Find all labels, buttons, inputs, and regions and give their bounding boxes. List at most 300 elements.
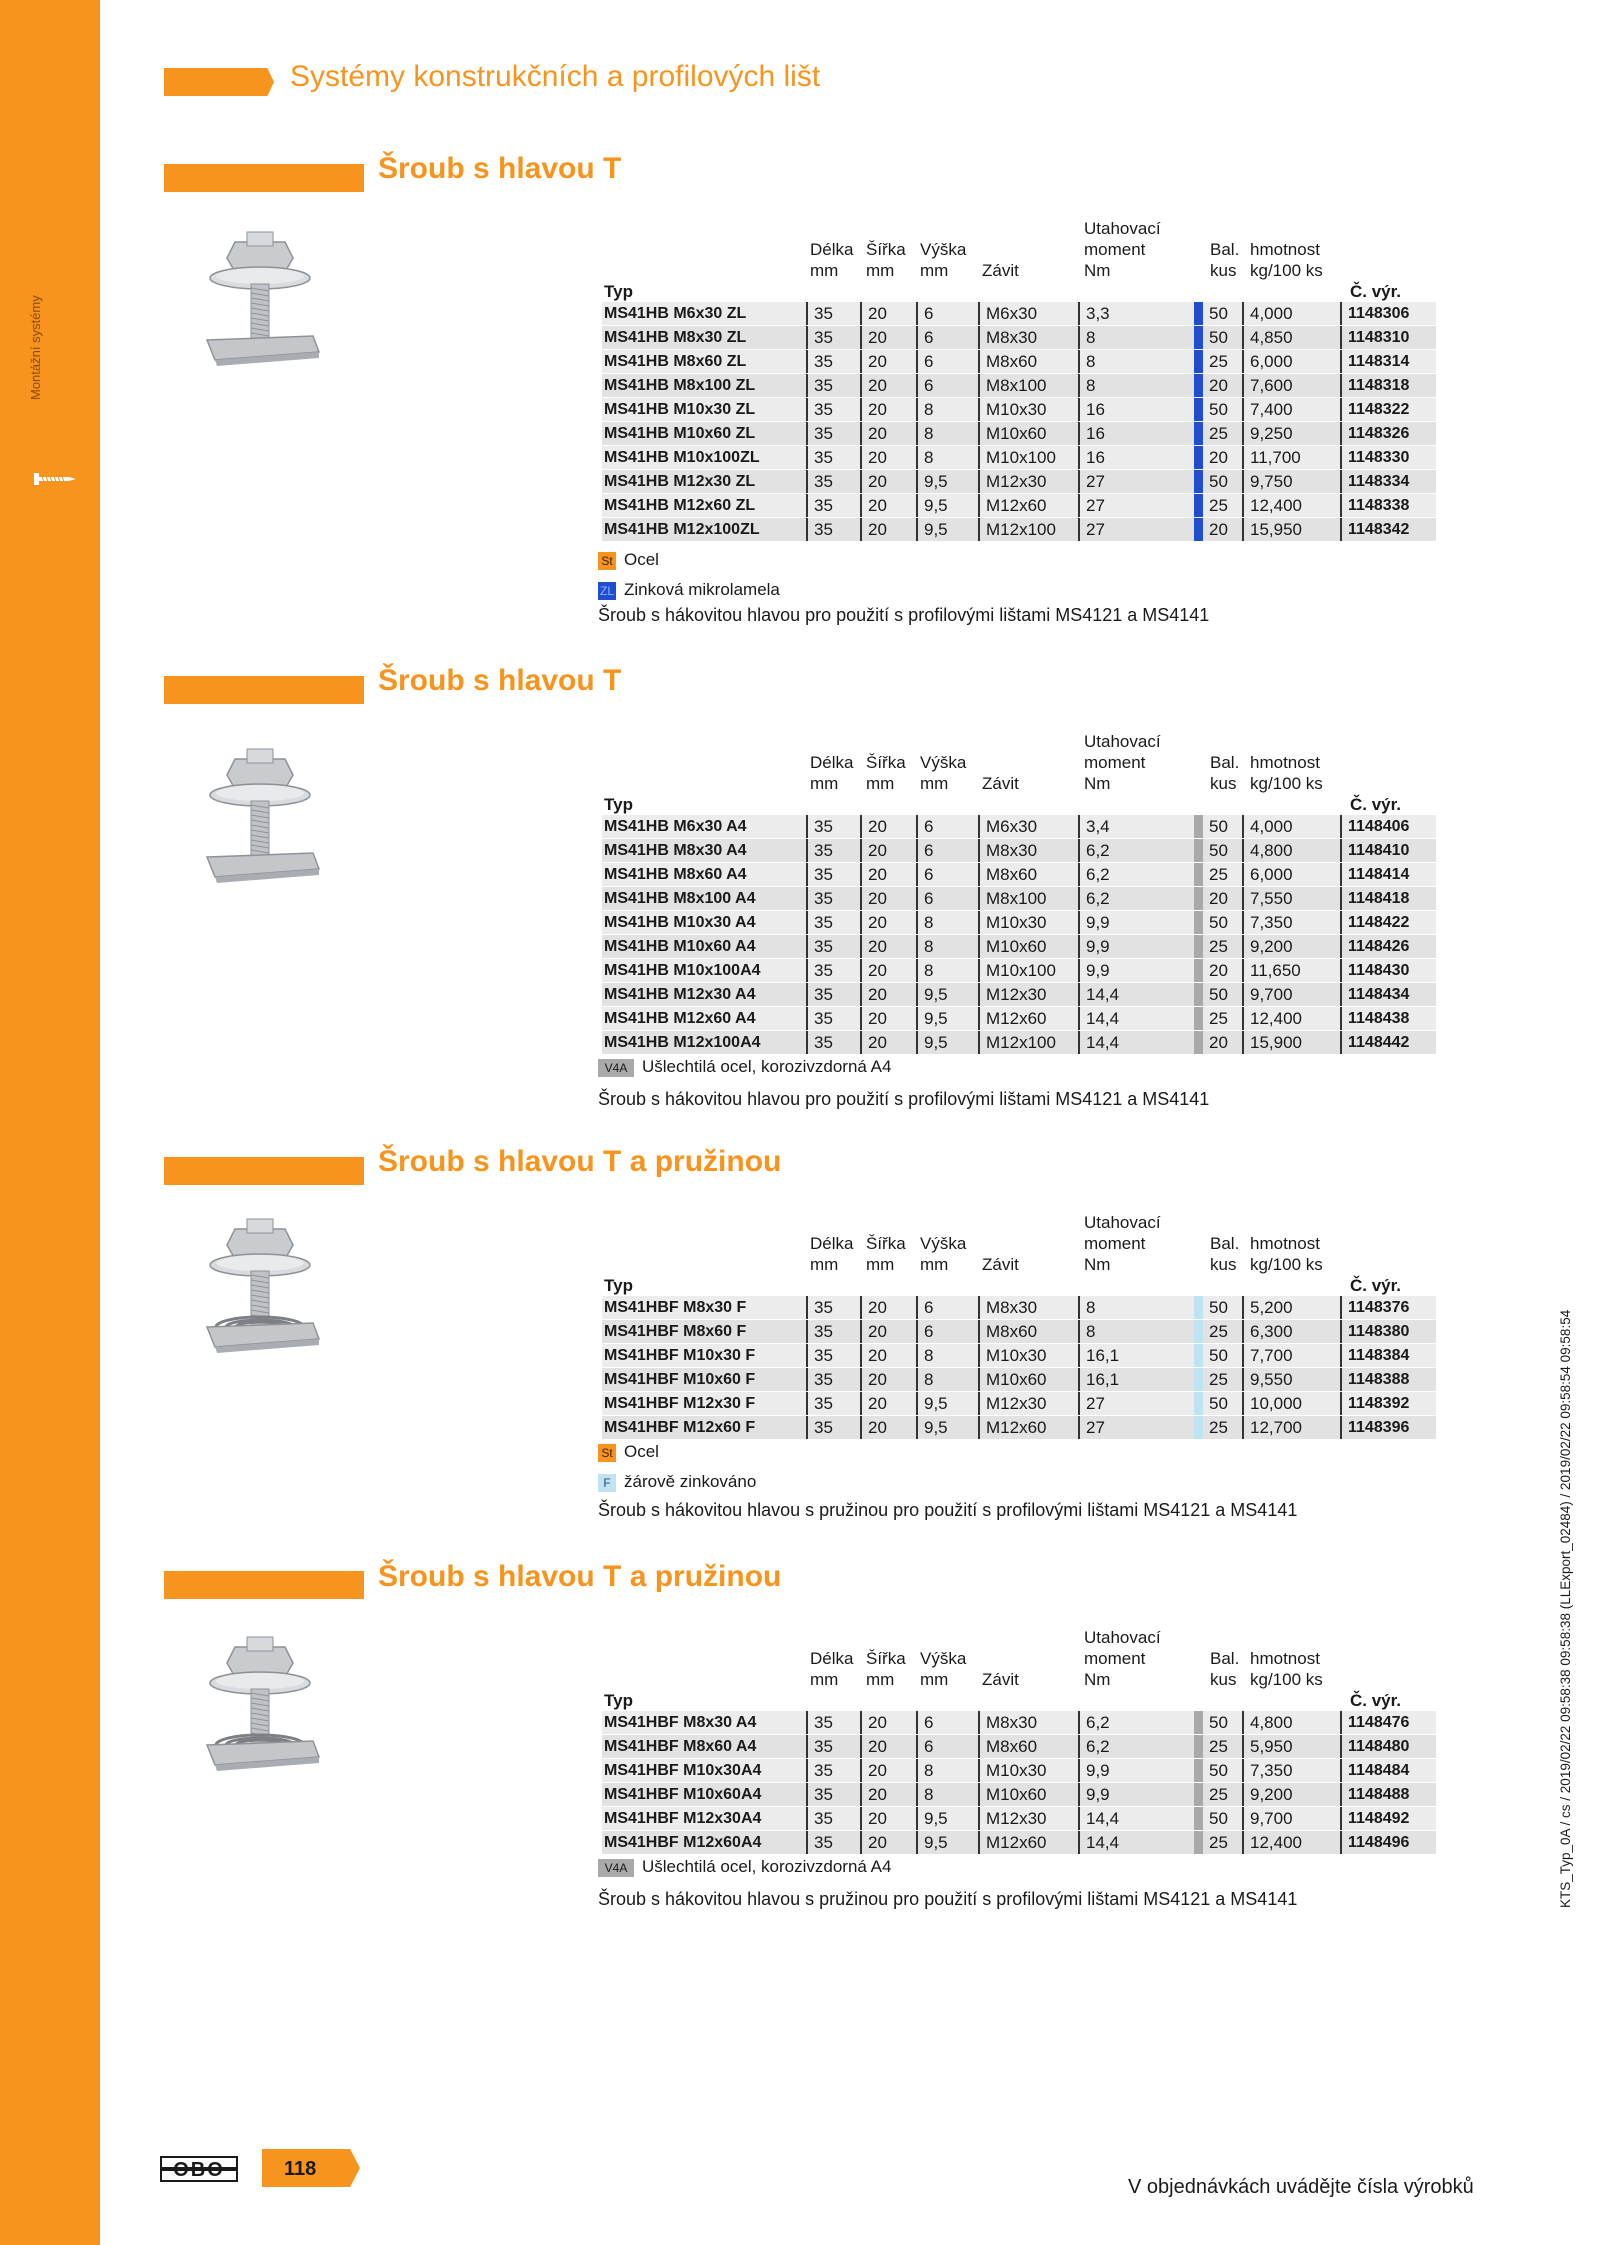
cell-sirka: 20 (860, 983, 887, 1006)
cell-bal: 25 (1194, 494, 1228, 517)
cell-cislo-vyrobku: 1148438 (1340, 1007, 1436, 1030)
table-row (602, 1807, 1436, 1831)
cell-vyska: 8 (916, 398, 933, 421)
col-bal-unit: kus (1210, 261, 1237, 280)
table-row (602, 494, 1436, 518)
table-row (602, 839, 1436, 863)
cell-moment: 6,2 (1078, 863, 1110, 886)
col-vyska-unit: mm (920, 774, 949, 793)
cell-zavit: M12x30 (978, 1392, 1046, 1415)
cell-delka: 35 (806, 470, 833, 493)
cell-zavit: M12x30 (978, 983, 1046, 1006)
cell-cislo-vyrobku: 1148338 (1340, 494, 1436, 517)
cell-typ: MS41HB M10x100A4 (604, 962, 761, 979)
cell-hmotnost: 5,200 (1242, 1296, 1293, 1319)
cell-typ: MS41HB M10x30 ZL (604, 401, 756, 418)
cell-moment: 9,9 (1078, 911, 1110, 934)
cell-delka: 35 (806, 494, 833, 517)
cell-typ: MS41HBF M12x30A4 (604, 1810, 762, 1827)
cell-bal: 25 (1194, 422, 1228, 445)
section-bar (164, 1571, 364, 1599)
col-sirka: Šířka (866, 1649, 906, 1668)
cell-typ: MS41HB M10x60 A4 (604, 938, 756, 955)
cell-zavit: M8x30 (978, 1296, 1037, 1319)
cell-typ: MS41HBF M8x60 A4 (604, 1738, 757, 1755)
cell-cislo-vyrobku: 1148496 (1340, 1831, 1436, 1854)
product-table (602, 732, 1436, 1055)
cell-typ: MS41HB M6x30 ZL (604, 305, 747, 322)
cell-cislo-vyrobku: 1148414 (1340, 863, 1436, 886)
col-bal: Bal. (1210, 1649, 1240, 1668)
cell-hmotnost: 7,700 (1242, 1344, 1293, 1367)
section-bar (164, 676, 364, 704)
product-table (602, 1628, 1436, 1855)
col-sirka-unit: mm (866, 261, 895, 280)
table-row (602, 446, 1436, 470)
material-swatch: St (598, 1444, 616, 1462)
cell-delka: 35 (806, 398, 833, 421)
cell-moment: 8 (1078, 1320, 1095, 1343)
cell-bal: 50 (1194, 1711, 1228, 1734)
cell-typ: MS41HB M12x60 A4 (604, 1010, 756, 1027)
col-moment-2: moment (1084, 1234, 1146, 1253)
cell-sirka: 20 (860, 470, 887, 493)
cell-cislo-vyrobku: 1148434 (1340, 983, 1436, 1006)
cell-zavit: M6x30 (978, 815, 1037, 838)
cell-vyska: 9,5 (916, 1007, 948, 1030)
section-bar (164, 164, 364, 192)
col-hmotnost-unit: kg/100 ks (1250, 774, 1323, 793)
cell-typ: MS41HB M12x100A4 (604, 1034, 761, 1051)
cell-typ: MS41HB M8x60 ZL (604, 353, 747, 370)
col-delka-unit: mm (810, 261, 839, 280)
col-delka-unit: mm (810, 774, 839, 793)
table-row (602, 1759, 1436, 1783)
cell-hmotnost: 4,800 (1242, 839, 1293, 862)
sidebar-label: Montážní systémy (28, 295, 43, 400)
cell-vyska: 9,5 (916, 1031, 948, 1054)
cell-hmotnost: 9,200 (1242, 935, 1293, 958)
cell-bal: 25 (1194, 1735, 1228, 1758)
cell-cislo-vyrobku: 1148392 (1340, 1392, 1436, 1415)
section-title: Šroub s hlavou T (378, 152, 622, 185)
cell-bal: 25 (1194, 1416, 1228, 1439)
cell-hmotnost: 7,550 (1242, 887, 1293, 910)
product-table (602, 219, 1436, 542)
table-row (602, 911, 1436, 935)
cell-vyska: 6 (916, 374, 933, 397)
cell-bal: 25 (1194, 1007, 1228, 1030)
cell-zavit: M12x60 (978, 494, 1046, 517)
product-description: Šroub s hákovitou hlavou pro použití s profilovými lištami MS4121 a MS4141 (598, 605, 1210, 625)
cell-sirka: 20 (860, 935, 887, 958)
cell-zavit: M12x60 (978, 1007, 1046, 1030)
cell-bal: 50 (1194, 815, 1228, 838)
col-vyska-unit: mm (920, 261, 949, 280)
col-moment-1: Utahovací (1084, 1628, 1161, 1647)
col-sirka-unit: mm (866, 1255, 895, 1274)
cell-delka: 35 (806, 839, 833, 862)
cell-zavit: M12x60 (978, 1416, 1046, 1439)
cell-sirka: 20 (860, 374, 887, 397)
table-body (602, 815, 1436, 1055)
cell-moment: 16 (1078, 422, 1105, 445)
cell-vyska: 6 (916, 1320, 933, 1343)
cell-sirka: 20 (860, 911, 887, 934)
cell-sirka: 20 (860, 1031, 887, 1054)
cell-zavit: M10x60 (978, 935, 1046, 958)
table-row (602, 1007, 1436, 1031)
col-sirka: Šířka (866, 753, 906, 772)
cell-cislo-vyrobku: 1148334 (1340, 470, 1436, 493)
col-bal: Bal. (1210, 1234, 1240, 1253)
cell-cislo-vyrobku: 1148484 (1340, 1759, 1436, 1782)
cell-zavit: M8x100 (978, 887, 1046, 910)
cell-delka: 35 (806, 1783, 833, 1806)
cell-sirka: 20 (860, 1368, 887, 1391)
cell-hmotnost: 12,700 (1242, 1416, 1302, 1439)
t-bolt-spring-image (195, 1633, 325, 1773)
cell-moment: 27 (1078, 1392, 1105, 1415)
cell-sirka: 20 (860, 1783, 887, 1806)
col-cislo-vyrobku: Č. výr. (1350, 1691, 1402, 1710)
cell-bal: 50 (1194, 398, 1228, 421)
cell-vyska: 9,5 (916, 494, 948, 517)
cell-sirka: 20 (860, 1831, 887, 1854)
table-row (602, 887, 1436, 911)
material-swatch: F (598, 1474, 616, 1492)
cell-vyska: 9,5 (916, 983, 948, 1006)
cell-hmotnost: 12,400 (1242, 1831, 1302, 1854)
cell-hmotnost: 9,200 (1242, 1783, 1293, 1806)
cell-typ: MS41HB M8x100 ZL (604, 377, 756, 394)
legend-text: Ušlechtilá ocel, korozivzdorná A4 (642, 1857, 892, 1876)
cell-typ: MS41HBF M10x60A4 (604, 1786, 762, 1803)
cell-sirka: 20 (860, 887, 887, 910)
cell-vyska: 6 (916, 863, 933, 886)
cell-vyska: 9,5 (916, 518, 948, 541)
cell-vyska: 8 (916, 422, 933, 445)
screw-icon (34, 472, 78, 486)
cell-delka: 35 (806, 887, 833, 910)
col-vyska: Výška (920, 240, 967, 259)
legend-item (598, 580, 780, 600)
cell-moment: 27 (1078, 494, 1105, 517)
section-title: Šroub s hlavou T a pružinou (378, 1145, 782, 1178)
cell-sirka: 20 (860, 1296, 887, 1319)
cell-typ: MS41HB M10x30 A4 (604, 914, 756, 931)
cell-typ: MS41HB M8x30 ZL (604, 329, 747, 346)
cell-moment: 14,4 (1078, 1031, 1119, 1054)
table-row (602, 350, 1436, 374)
cell-vyska: 6 (916, 887, 933, 910)
cell-vyska: 8 (916, 446, 933, 469)
col-moment-2: moment (1084, 1649, 1146, 1668)
table-row (602, 422, 1436, 446)
cell-bal: 20 (1194, 446, 1228, 469)
table-body (602, 302, 1436, 542)
table-row (602, 935, 1436, 959)
cell-zavit: M8x30 (978, 839, 1037, 862)
product-table (602, 1213, 1436, 1440)
cell-delka: 35 (806, 1296, 833, 1319)
cell-sirka: 20 (860, 839, 887, 862)
cell-zavit: M12x60 (978, 1831, 1046, 1854)
cell-vyska: 9,5 (916, 470, 948, 493)
cell-bal: 25 (1194, 1320, 1228, 1343)
cell-delka: 35 (806, 302, 833, 325)
cell-typ: MS41HBF M12x60 F (604, 1419, 756, 1436)
table-row (602, 815, 1436, 839)
cell-hmotnost: 15,900 (1242, 1031, 1302, 1054)
table-row (602, 983, 1436, 1007)
cell-delka: 35 (806, 1735, 833, 1758)
cell-sirka: 20 (860, 1711, 887, 1734)
cell-bal: 50 (1194, 911, 1228, 934)
section-title: Šroub s hlavou T (378, 664, 622, 697)
cell-hmotnost: 9,700 (1242, 1807, 1293, 1830)
col-moment-2: moment (1084, 240, 1146, 259)
cell-zavit: M8x60 (978, 350, 1037, 373)
col-hmotnost-unit: kg/100 ks (1250, 261, 1323, 280)
cell-vyska: 8 (916, 1368, 933, 1391)
col-moment-unit: Nm (1084, 1670, 1111, 1689)
cell-vyska: 6 (916, 1711, 933, 1734)
cell-delka: 35 (806, 863, 833, 886)
legend-text: žárově zinkováno (624, 1472, 757, 1491)
col-vyska: Výška (920, 753, 967, 772)
cell-typ: MS41HBF M12x30 F (604, 1395, 756, 1412)
table-header (602, 732, 1436, 815)
cell-vyska: 8 (916, 959, 933, 982)
cell-cislo-vyrobku: 1148326 (1340, 422, 1436, 445)
cell-cislo-vyrobku: 1148380 (1340, 1320, 1436, 1343)
cell-bal: 50 (1194, 1344, 1228, 1367)
cell-sirka: 20 (860, 1320, 887, 1343)
cell-delka: 35 (806, 518, 833, 541)
cell-hmotnost: 9,250 (1242, 422, 1293, 445)
table-row (602, 863, 1436, 887)
col-zavit: Závit (982, 774, 1019, 793)
cell-hmotnost: 9,750 (1242, 470, 1293, 493)
cell-zavit: M8x60 (978, 1735, 1037, 1758)
cell-cislo-vyrobku: 1148418 (1340, 887, 1436, 910)
cell-zavit: M10x60 (978, 1783, 1046, 1806)
cell-typ: MS41HB M10x60 ZL (604, 425, 756, 442)
col-moment-1: Utahovací (1084, 732, 1161, 751)
col-delka-unit: mm (810, 1255, 839, 1274)
cell-delka: 35 (806, 1831, 833, 1854)
cell-sirka: 20 (860, 302, 887, 325)
cell-cislo-vyrobku: 1148476 (1340, 1711, 1436, 1734)
cell-typ: MS41HBF M10x60 F (604, 1371, 756, 1388)
cell-zavit: M12x100 (978, 1031, 1056, 1054)
cell-cislo-vyrobku: 1148480 (1340, 1735, 1436, 1758)
cell-moment: 16,1 (1078, 1368, 1119, 1391)
cell-bal: 20 (1194, 374, 1228, 397)
col-delka-unit: mm (810, 1670, 839, 1689)
cell-delka: 35 (806, 1711, 833, 1734)
cell-sirka: 20 (860, 422, 887, 445)
table-row (602, 1416, 1436, 1440)
cell-delka: 35 (806, 1807, 833, 1830)
cell-sirka: 20 (860, 1759, 887, 1782)
col-sirka: Šířka (866, 1234, 906, 1253)
cell-bal: 50 (1194, 1296, 1228, 1319)
cell-delka: 35 (806, 1392, 833, 1415)
table-row (602, 398, 1436, 422)
t-bolt-spring-image (195, 1215, 325, 1355)
cell-typ: MS41HBF M10x30A4 (604, 1762, 762, 1779)
cell-cislo-vyrobku: 1148306 (1340, 302, 1436, 325)
product-description: Šroub s hákovitou hlavou s pružinou pro použití s profilovými lištami MS4121 a MS4141 (598, 1500, 1298, 1520)
cell-bal: 50 (1194, 839, 1228, 862)
cell-cislo-vyrobku: 1148384 (1340, 1344, 1436, 1367)
cell-hmotnost: 10,000 (1242, 1392, 1302, 1415)
cell-moment: 14,4 (1078, 1831, 1119, 1854)
col-zavit: Závit (982, 1255, 1019, 1274)
table-row (602, 518, 1436, 542)
cell-moment: 8 (1078, 350, 1095, 373)
cell-moment: 3,4 (1078, 815, 1110, 838)
cell-moment: 6,2 (1078, 887, 1110, 910)
cell-sirka: 20 (860, 959, 887, 982)
product-description: Šroub s hákovitou hlavou s pružinou pro použití s profilovými lištami MS4121 a MS4141 (598, 1889, 1298, 1909)
legend-item (598, 550, 659, 570)
cell-vyska: 8 (916, 935, 933, 958)
cell-sirka: 20 (860, 1344, 887, 1367)
col-delka: Délka (810, 240, 854, 259)
cell-vyska: 9,5 (916, 1392, 948, 1415)
col-delka: Délka (810, 1234, 854, 1253)
cell-typ: MS41HB M12x30 ZL (604, 473, 756, 490)
cell-hmotnost: 15,950 (1242, 518, 1302, 541)
cell-bal: 50 (1194, 302, 1228, 325)
section-bar (164, 1157, 364, 1185)
cell-zavit: M10x100 (978, 959, 1056, 982)
cell-cislo-vyrobku: 1148396 (1340, 1416, 1436, 1439)
cell-typ: MS41HB M8x60 A4 (604, 866, 747, 883)
cell-delka: 35 (806, 1368, 833, 1391)
cell-moment: 27 (1078, 470, 1105, 493)
cell-vyska: 9,5 (916, 1416, 948, 1439)
col-moment-1: Utahovací (1084, 219, 1161, 238)
cell-bal: 50 (1194, 1759, 1228, 1782)
cell-sirka: 20 (860, 494, 887, 517)
table-row (602, 1368, 1436, 1392)
cell-delka: 35 (806, 1416, 833, 1439)
cell-sirka: 20 (860, 1735, 887, 1758)
cell-bal: 25 (1194, 350, 1228, 373)
cell-moment: 14,4 (1078, 983, 1119, 1006)
cell-moment: 6,2 (1078, 1735, 1110, 1758)
cell-sirka: 20 (860, 350, 887, 373)
table-row (602, 1392, 1436, 1416)
cell-zavit: M8x60 (978, 863, 1037, 886)
cell-sirka: 20 (860, 863, 887, 886)
cell-moment: 9,9 (1078, 959, 1110, 982)
table-header (602, 219, 1436, 302)
cell-hmotnost: 7,350 (1242, 1759, 1293, 1782)
cell-zavit: M8x30 (978, 1711, 1037, 1734)
cell-cislo-vyrobku: 1148422 (1340, 911, 1436, 934)
cell-typ: MS41HB M6x30 A4 (604, 818, 747, 835)
table-row (602, 1831, 1436, 1855)
cell-typ: MS41HB M12x30 A4 (604, 986, 756, 1003)
cell-hmotnost: 7,400 (1242, 398, 1293, 421)
col-cislo-vyrobku: Č. výr. (1350, 1276, 1402, 1295)
cell-bal: 50 (1194, 1807, 1228, 1830)
cell-moment: 6,2 (1078, 1711, 1110, 1734)
cell-hmotnost: 6,300 (1242, 1320, 1293, 1343)
table-body (602, 1296, 1436, 1440)
col-bal-unit: kus (1210, 1670, 1237, 1689)
table-row (602, 1344, 1436, 1368)
cell-vyska: 9,5 (916, 1831, 948, 1854)
footer-note: V objednávkách uvádějte čísla výrobků (1128, 2176, 1474, 2198)
cell-zavit: M12x30 (978, 470, 1046, 493)
cell-hmotnost: 12,400 (1242, 1007, 1302, 1030)
cell-sirka: 20 (860, 326, 887, 349)
cell-typ: MS41HB M8x100 A4 (604, 890, 756, 907)
cell-moment: 9,9 (1078, 1783, 1110, 1806)
table-body (602, 1711, 1436, 1855)
col-moment-unit: Nm (1084, 261, 1111, 280)
cell-vyska: 8 (916, 1344, 933, 1367)
cell-delka: 35 (806, 815, 833, 838)
cell-vyska: 6 (916, 1735, 933, 1758)
cell-moment: 16 (1078, 446, 1105, 469)
cell-typ: MS41HBF M8x30 A4 (604, 1714, 757, 1731)
cell-moment: 27 (1078, 518, 1105, 541)
cell-vyska: 9,5 (916, 1807, 948, 1830)
cell-sirka: 20 (860, 815, 887, 838)
cell-cislo-vyrobku: 1148442 (1340, 1031, 1436, 1054)
cell-moment: 14,4 (1078, 1007, 1119, 1030)
legend-item (598, 1057, 891, 1077)
cell-typ: MS41HB M12x60 ZL (604, 497, 756, 514)
cell-cislo-vyrobku: 1148314 (1340, 350, 1436, 373)
cell-hmotnost: 12,400 (1242, 494, 1302, 517)
cell-typ: MS41HBF M8x30 F (604, 1299, 747, 1316)
col-vyska-unit: mm (920, 1670, 949, 1689)
cell-vyska: 6 (916, 1296, 933, 1319)
cell-moment: 6,2 (1078, 839, 1110, 862)
cell-typ: MS41HBF M12x60A4 (604, 1834, 762, 1851)
table-row (602, 374, 1436, 398)
cell-cislo-vyrobku: 1148342 (1340, 518, 1436, 541)
svg-text:OBO: OBO (173, 2159, 225, 2181)
cell-delka: 35 (806, 959, 833, 982)
cell-cislo-vyrobku: 1148406 (1340, 815, 1436, 838)
cell-delka: 35 (806, 1007, 833, 1030)
table-row (602, 302, 1436, 326)
cell-bal: 50 (1194, 983, 1228, 1006)
cell-zavit: M10x60 (978, 1368, 1046, 1391)
table-row (602, 959, 1436, 983)
cell-delka: 35 (806, 326, 833, 349)
legend-text: Zinková mikrolamela (624, 580, 780, 599)
cell-bal: 20 (1194, 518, 1228, 541)
cell-bal: 25 (1194, 1783, 1228, 1806)
col-typ: Typ (604, 282, 633, 301)
cell-bal: 25 (1194, 863, 1228, 886)
cell-vyska: 8 (916, 1783, 933, 1806)
cell-zavit: M12x100 (978, 518, 1056, 541)
cell-hmotnost: 11,700 (1242, 446, 1301, 469)
cell-bal: 50 (1194, 326, 1228, 349)
cell-hmotnost: 7,600 (1242, 374, 1293, 397)
